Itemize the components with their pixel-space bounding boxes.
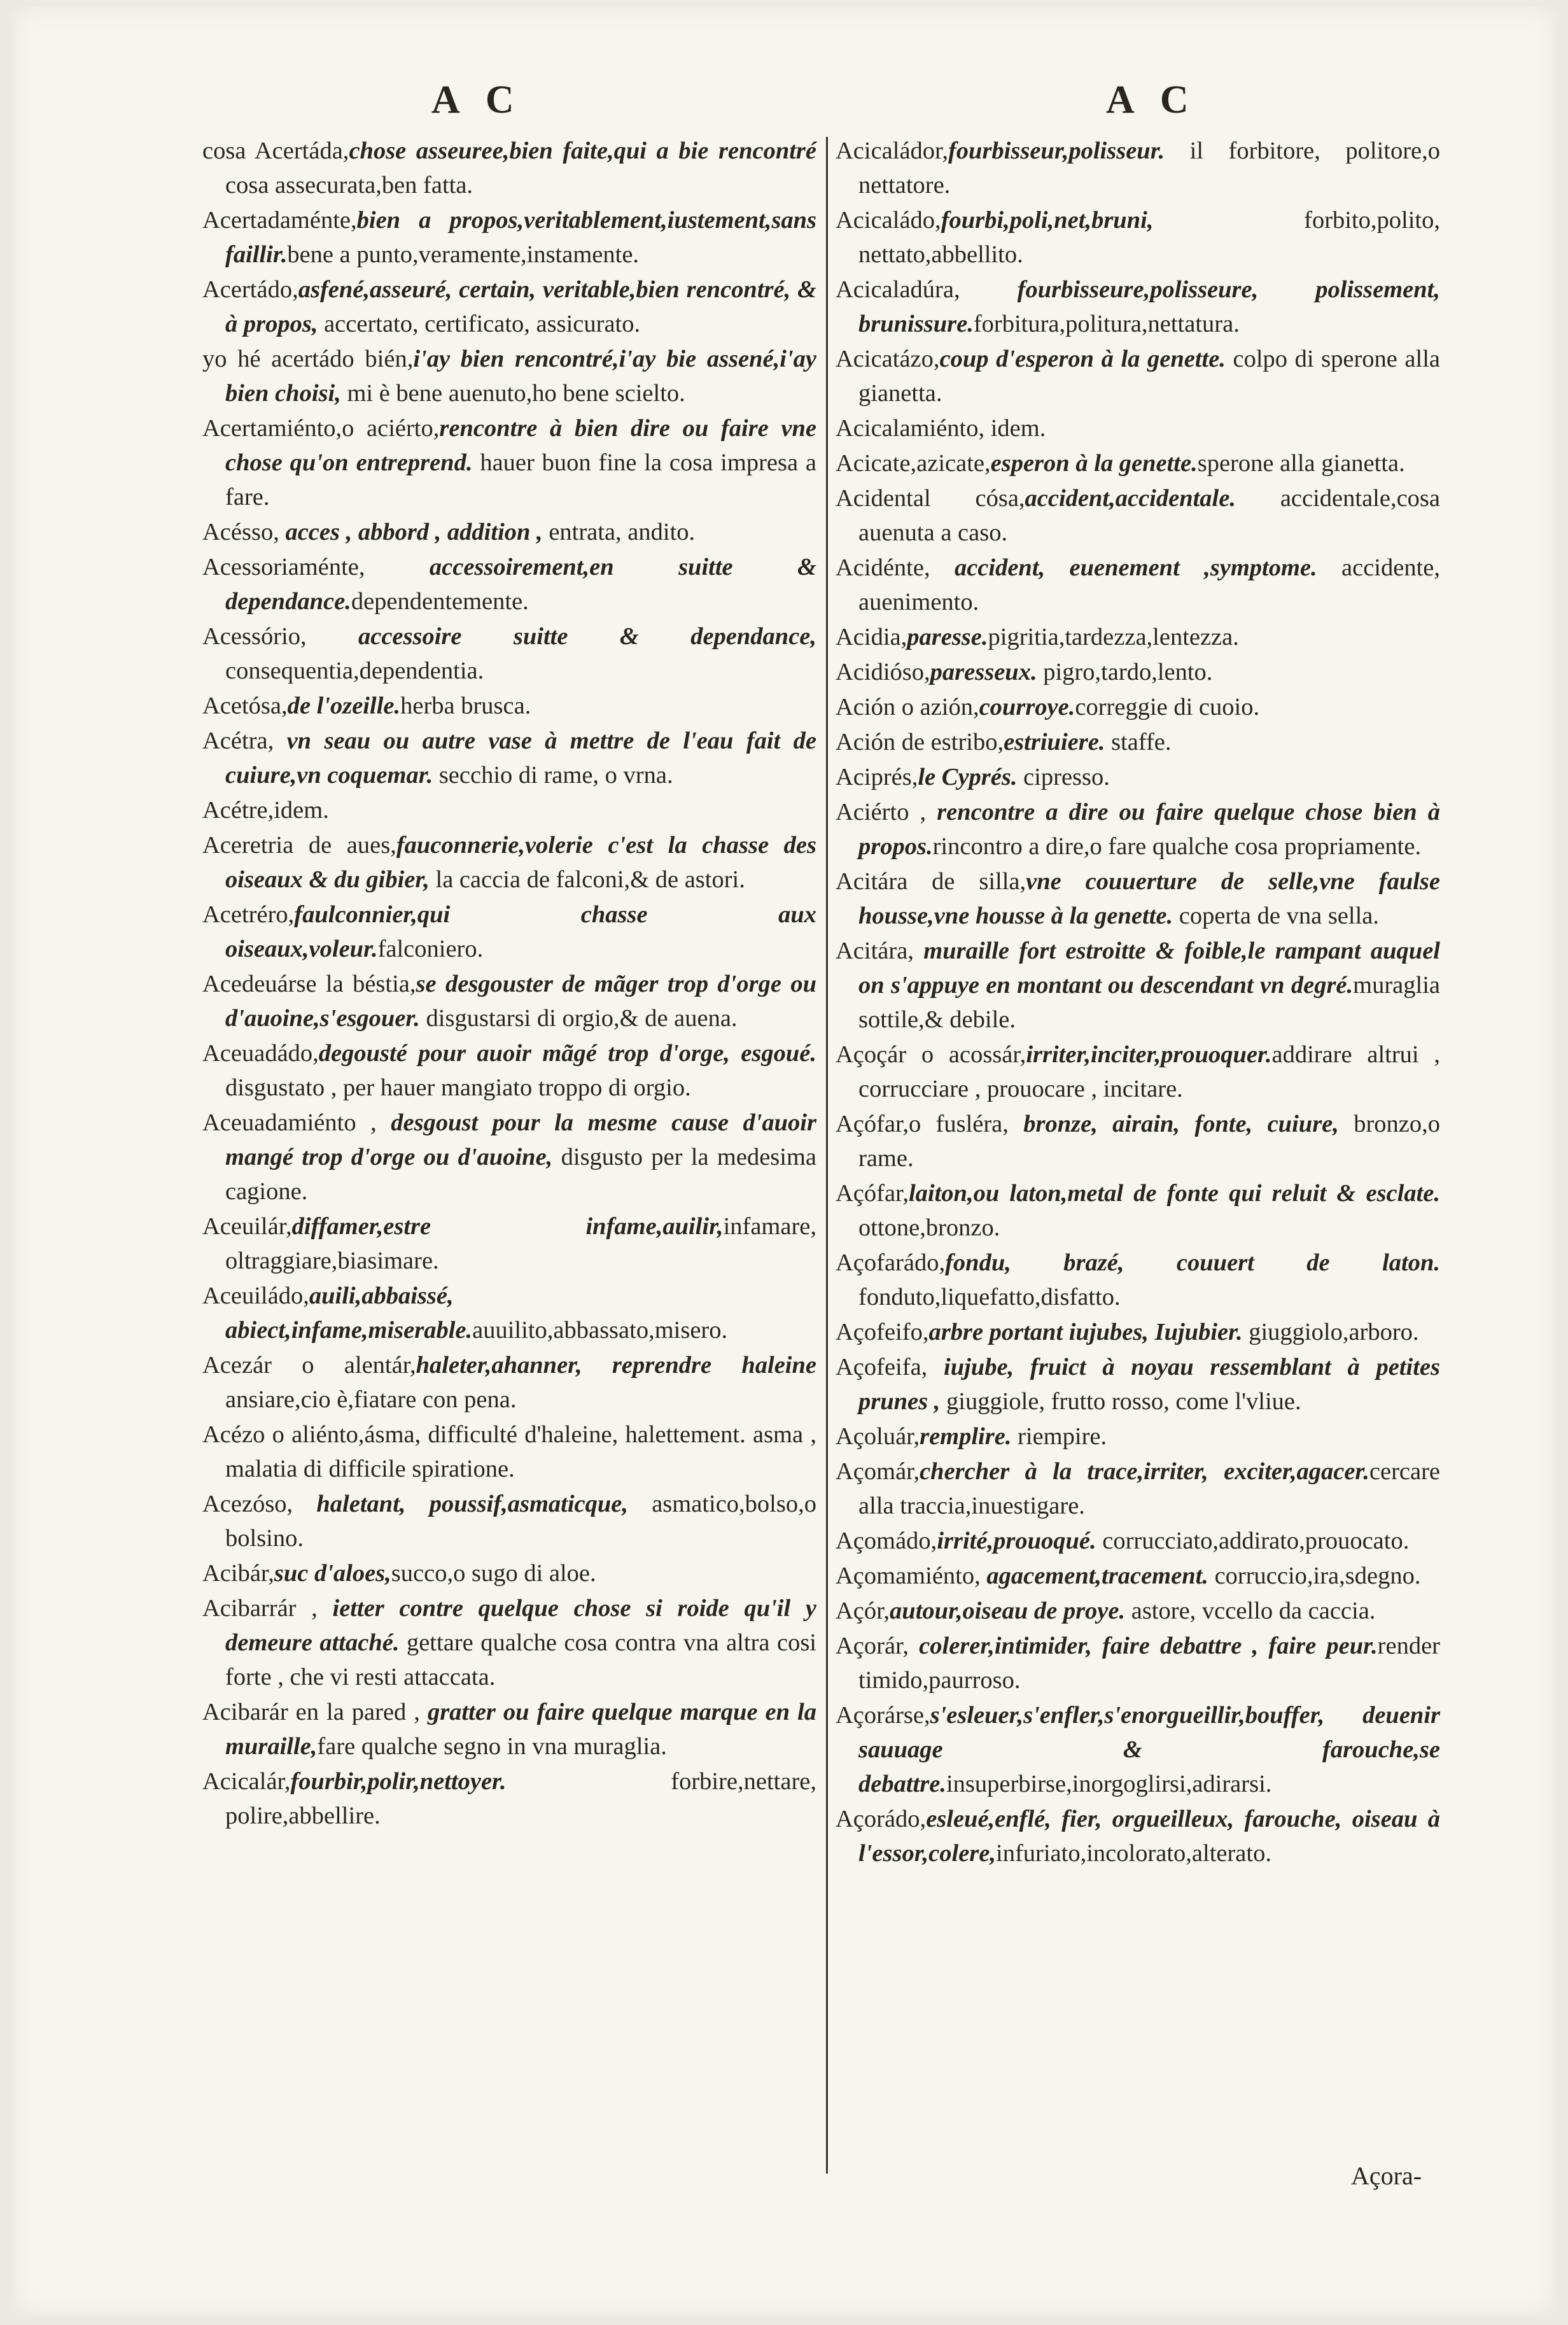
entry-italian-gloss: riempire.: [1011, 1423, 1107, 1450]
entry-french-gloss: fourbisseure,polisseure, polissement, brunissure.: [858, 276, 1440, 337]
entry-french-gloss: muraille fort estroitte & foible,le rampant auquel on s'appuye en montant ou descendant vn degré.: [858, 938, 1440, 999]
catchword: Açora-: [1351, 2161, 1422, 2190]
dictionary-entry: [836, 1315, 1440, 1349]
entry-french-gloss: fondu, brazé, couuert de laton.: [945, 1249, 1440, 1276]
dictionary-entry: [836, 1419, 1440, 1454]
entry-headword: Acibár,: [202, 1560, 274, 1587]
dictionary-entry: [836, 481, 1440, 550]
entry-french-gloss: courroye.: [979, 694, 1075, 720]
entry-headword: Aciérto ,: [836, 799, 927, 825]
entry-french-gloss: autour,oiseau de proye.: [890, 1598, 1126, 1624]
entry-french-gloss: fauconnerie,volerie c'est la chasse des oiseaux & du gibier,: [225, 832, 816, 893]
entry-italian-gloss: la caccia de falconi,& de astori.: [429, 866, 745, 893]
entry-headword: Açófar,o fusléra,: [836, 1111, 1009, 1137]
entry-italian-gloss: herba brusca.: [400, 692, 531, 719]
entry-french-gloss: gratter ou faire quelque marque en la muraille,: [225, 1699, 816, 1760]
entry-french-gloss: acces , abbord , addition ,: [279, 519, 543, 545]
entry-italian-gloss: entrata, andito.: [542, 519, 696, 545]
entry-headword: Aceuadádo,: [202, 1040, 319, 1067]
dictionary-entry: [836, 934, 1440, 1037]
entry-headword: Acessoriaménte,: [202, 554, 365, 580]
dictionary-entry: [202, 1417, 816, 1486]
dictionary-entry: [202, 897, 816, 966]
dictionary-entry: [836, 1037, 1440, 1106]
entry-french-gloss: degousté pour auoir mãgé trop d'orge, esgoué.: [318, 1040, 816, 1067]
entry-italian-gloss: succo,o sugo di aloe.: [391, 1560, 596, 1587]
entry-headword: Acétre,: [202, 797, 274, 824]
entry-headword: Acicalamiénto,: [836, 415, 985, 442]
entry-headword: Acetósa,: [202, 692, 288, 719]
entry-headword: Acetréro,: [202, 901, 295, 928]
entry-italian-gloss: ásma, difficulté d'haleine, halettement. asma , malatia di difficile spiratione.: [225, 1421, 816, 1482]
entry-headword: Acessório,: [202, 623, 307, 650]
entry-headword: Acitára,: [836, 938, 914, 964]
right-column: [836, 134, 1440, 1871]
dictionary-entry: [836, 1594, 1440, 1628]
entry-italian-gloss: fare qualche segno in vna muraglia.: [317, 1733, 667, 1760]
dictionary-entry: [202, 515, 816, 549]
entry-headword: Acicate,azicate,: [836, 450, 991, 477]
dictionary-entry: [836, 1559, 1440, 1593]
dictionary-entry: [836, 446, 1440, 481]
entry-french-gloss: esperon à la genette.: [990, 450, 1198, 477]
entry-headword: Açofeifa,: [836, 1354, 928, 1380]
entry-french-gloss: coup d'esperon à la genette.: [939, 346, 1226, 372]
dictionary-entry: [202, 793, 816, 827]
entry-headword: Aceuiládo,: [202, 1282, 309, 1309]
entry-italian-gloss: hauer buon fine la cosa impresa a fare.: [225, 449, 817, 510]
entry-headword: Açór,: [836, 1598, 890, 1624]
entry-headword: Aceretria de aues,: [202, 832, 396, 859]
dictionary-entry: [202, 1348, 816, 1417]
dictionary-entry: [202, 1279, 816, 1347]
entry-italian-gloss: fonduto,liquefatto,disfatto.: [858, 1284, 1121, 1310]
entry-italian-gloss: auuilito,abbassato,misero.: [472, 1317, 728, 1344]
entry-french-gloss: rencontre a dire ou faire quelque chose bien à propos.: [858, 799, 1440, 860]
entry-headword: Açomár,: [836, 1458, 920, 1485]
dictionary-entry: [202, 689, 816, 723]
entry-headword: Acicalár,: [202, 1768, 291, 1795]
entry-french-gloss: accident, euenement ,symptome.: [930, 554, 1317, 581]
entry-italian-gloss: render timido,paurroso.: [858, 1633, 1440, 1694]
entry-french-gloss: s'esleuer,s'enfler,s'enorgueillir,bouffer, deuenir sauuage & farouche,se debattre.: [858, 1702, 1440, 1797]
entry-italian-gloss: secchio di rame, o vrna.: [433, 762, 673, 789]
entry-headword: Açorár,: [836, 1633, 909, 1659]
dictionary-entry: [202, 134, 816, 202]
dictionary-entry: [836, 1176, 1440, 1245]
left-column: [202, 134, 816, 1834]
entry-italian-gloss: cercare alla traccia,inuestigare.: [858, 1458, 1440, 1519]
dictionary-entry: [836, 1246, 1440, 1314]
entry-italian-gloss: disgusto per la medesima cagione.: [225, 1144, 816, 1205]
dictionary-entry: [202, 1036, 816, 1105]
dictionary-entry: [202, 1695, 816, 1764]
entry-italian-gloss: coperta de vna sella.: [1173, 903, 1379, 929]
entry-italian-gloss: pigritia,tardezza,lentezza.: [988, 624, 1239, 650]
entry-french-gloss: chose asseuree,bien faite,qui a bie rencontré: [349, 137, 816, 164]
entry-french-gloss: irrité,prouoqué.: [937, 1528, 1096, 1554]
entry-french-gloss: rencontre à bien dire ou faire vne chose qu'on entreprend.: [225, 415, 816, 476]
dictionary-entry: [836, 760, 1440, 794]
entry-french-gloss: irriter,inciter,prouoquer.: [1026, 1041, 1272, 1068]
entry-french-gloss: paresseux.: [930, 659, 1037, 685]
entry-italian-gloss: ansiare,cio è,fiatare con pena.: [225, 1386, 517, 1413]
entry-french-gloss: le Cyprés.: [918, 764, 1018, 790]
entry-italian-gloss: forbire,nettare, polire,abbellire.: [225, 1768, 816, 1829]
entry-headword: Acicaládor,: [836, 137, 948, 164]
entry-french-gloss: ietter contre quelque chose si roide qu'il y demeure attaché.: [225, 1595, 816, 1656]
dictionary-entry: [202, 1556, 816, 1591]
dictionary-entry: [202, 1591, 816, 1694]
entry-headword: Acidental cósa,: [836, 485, 1025, 512]
entry-italian-gloss: disgustarsi di orgio,& de auena.: [419, 1005, 738, 1032]
entry-headword: Acicaládo,: [836, 207, 941, 234]
entry-italian-gloss: cipresso.: [1017, 764, 1110, 790]
entry-headword: Acétra,: [202, 727, 274, 754]
entry-headword: Acibarrár ,: [202, 1595, 318, 1622]
dictionary-entry: [202, 203, 816, 272]
dictionary-entry: [836, 620, 1440, 654]
entry-french-gloss: haletant, poussif,asmaticque,: [293, 1491, 629, 1517]
dictionary-entry: [836, 411, 1440, 446]
entry-italian-gloss: forbitura,politura,nettatura.: [973, 311, 1240, 337]
entry-french-gloss: paresse.: [907, 624, 988, 650]
entry-headword: Aceuilár,: [202, 1213, 292, 1240]
dictionary-entry: [836, 655, 1440, 689]
entry-french-gloss: vne couuerture de selle,vne faulse housse,vne housse à la genette.: [858, 868, 1440, 929]
entry-french-gloss: arbre portant iujubes, Iujubier.: [928, 1319, 1243, 1345]
dictionary-entry: [836, 1350, 1440, 1419]
running-head-left: A C: [431, 78, 523, 122]
entry-french-gloss: agacement,tracement.: [980, 1563, 1208, 1589]
entry-headword: Açoçár o acossár,: [836, 1041, 1026, 1068]
entry-french-gloss: esleué,enflé, fier, orgueilleux, farouche, oiseau à l'essor,colere,: [858, 1806, 1440, 1867]
entry-french-gloss: desgoust pour la mesme cause d'auoir mangé trop d'orge ou d'auoine,: [225, 1109, 816, 1170]
dictionary-entry: [202, 342, 816, 411]
dictionary-entry: [836, 864, 1440, 933]
entry-italian-gloss: idem.: [274, 797, 329, 824]
entry-italian-gloss: insuperbirse,inorgoglirsi,adirarsi.: [946, 1771, 1272, 1797]
entry-french-gloss: colerer,intimider, faire debattre , faire peur.: [908, 1633, 1378, 1659]
entry-headword: Acertadaménte,: [202, 207, 357, 234]
entry-french-gloss: accident,accidentale.: [1025, 485, 1236, 512]
entry-italian-gloss: pigro,tardo,lento.: [1037, 659, 1213, 685]
entry-french-gloss: asfené,asseuré, certain, veritable,bien rencontré, & à propos,: [225, 276, 816, 337]
column-divider: [826, 137, 828, 2174]
entry-french-gloss: se desgouster de mãger trop d'orge ou d'auoine,s'esgouer.: [225, 971, 816, 1032]
entry-french-gloss: fourbi,poli,net,bruni,: [941, 207, 1154, 234]
dictionary-entry: [202, 828, 816, 897]
entry-italian-gloss: correggie di cuoio.: [1075, 694, 1260, 720]
entry-french-gloss: remplire.: [920, 1423, 1012, 1450]
dictionary-entry: [836, 725, 1440, 759]
entry-french-gloss: de l'ozeille.: [287, 692, 401, 719]
entry-headword: Acidia,: [836, 624, 907, 650]
entry-headword: Açomádo,: [836, 1528, 937, 1554]
entry-headword: Açomamiénto,: [836, 1563, 981, 1589]
entry-headword: Açofarádo,: [836, 1249, 946, 1276]
dictionary-entry: [202, 1487, 816, 1556]
entry-italian-gloss: gettare qualche cosa contra vna altra cosi forte , che vi resti attaccata.: [225, 1629, 816, 1690]
dictionary-entry: [202, 272, 816, 341]
entry-french-gloss: bronze, airain, fonte, cuiure,: [1008, 1111, 1339, 1137]
dictionary-entry: [202, 1209, 816, 1278]
entry-french-gloss: i'ay bien rencontré,i'ay bie assené,i'ay bien choisi,: [225, 346, 816, 407]
dictionary-entry: [836, 203, 1440, 272]
entry-italian-gloss: giuggiolo,arboro.: [1242, 1319, 1419, 1345]
entry-french-gloss: vn seau ou autre vase à mettre de l'eau fait de cuiure,vn coquemar.: [225, 727, 816, 789]
entry-french-gloss: chercher à la trace,irriter, exciter,agacer.: [920, 1458, 1369, 1485]
entry-french-gloss: iujube, fruict à noyau ressemblant à petites prunes ,: [858, 1354, 1440, 1415]
entry-french-gloss: auili,abbaissé, abiect,infame,miserable.: [225, 1282, 473, 1344]
entry-headword: Acezóso,: [202, 1491, 293, 1517]
entry-headword: Acezár o alentár,: [202, 1352, 416, 1379]
dictionary-entry: [836, 1524, 1440, 1558]
dictionary-entry: [836, 795, 1440, 864]
entry-french-gloss: haleter,ahanner, reprendre haleine: [416, 1352, 816, 1379]
entry-italian-gloss: asmatico,bolso,o bolsino.: [225, 1491, 816, 1552]
entry-french-gloss: fourbir,polir,nettoyer.: [290, 1768, 507, 1795]
entry-italian-gloss: sperone alla gianetta.: [1197, 450, 1405, 477]
dictionary-entry: [202, 550, 816, 619]
entry-french-gloss: estriuiere.: [1004, 729, 1105, 755]
entry-italian-gloss: il forbitore, politore,o nettatore.: [858, 137, 1440, 199]
running-head-right: A C: [1106, 78, 1198, 122]
entry-italian-gloss: infuriato,incolorato,alterato.: [996, 1840, 1271, 1867]
dictionary-entry: [836, 342, 1440, 411]
entry-headword: cosa Acertáda,: [202, 137, 349, 164]
entry-headword: Açofeifo,: [836, 1319, 929, 1345]
dictionary-entry: [836, 551, 1440, 619]
entry-italian-gloss: disgustato , per hauer mangiato troppo di orgio.: [225, 1074, 691, 1101]
dictionary-entry: [202, 967, 816, 1036]
entry-headword: Aciprés,: [836, 764, 918, 790]
entry-italian-gloss: falconiero.: [377, 936, 484, 962]
entry-italian-gloss: corruccio,ira,sdegno.: [1208, 1563, 1421, 1589]
dictionary-entry: [836, 1698, 1440, 1801]
entry-italian-gloss: bene a punto,veramente,instamente.: [287, 241, 640, 268]
dictionary-entry: [836, 272, 1440, 341]
dictionary-entry: [202, 411, 816, 514]
entry-headword: Acicatázo,: [836, 346, 940, 372]
entry-italian-gloss: colpo di sperone alla gianetta.: [858, 346, 1440, 407]
entry-french-gloss: faulconnier,qui chasse aux oiseaux,voleur.: [225, 901, 816, 962]
entry-italian-gloss: astore, vccello da caccia.: [1125, 1598, 1376, 1624]
entry-italian-gloss: bronzo,o rame.: [858, 1111, 1440, 1172]
entry-italian-gloss: accidente, auenimento.: [858, 554, 1440, 615]
entry-french-gloss: accessoire suitte & dependance,: [306, 623, 816, 650]
entry-french-gloss: diffamer,estre infame,auilir,: [291, 1213, 724, 1240]
entry-headword: Açorádo,: [836, 1806, 927, 1832]
entry-italian-gloss: muraglia sottile,& debile.: [858, 972, 1440, 1033]
entry-headword: Acidénte,: [836, 554, 930, 581]
entry-italian-gloss: staffe.: [1105, 729, 1172, 755]
entry-headword: Açoluár,: [836, 1423, 920, 1450]
entry-italian-gloss: corrucciato,addirato,prouocato.: [1096, 1528, 1410, 1554]
entry-headword: Acésso,: [202, 519, 279, 545]
entry-italian-gloss: cosa assecurata,ben fatta.: [225, 172, 473, 199]
entry-french-gloss: bien a propos,veritablement,iustement,sans faillir.: [225, 207, 816, 268]
entry-italian-gloss: ottone,bronzo.: [858, 1214, 1000, 1241]
entry-french-gloss: suc d'aloes,: [274, 1560, 391, 1587]
entry-italian-gloss: idem.: [984, 415, 1046, 442]
dictionary-entry: [836, 1802, 1440, 1871]
entry-italian-gloss: mi è bene auenuto,ho bene scielto.: [340, 380, 685, 407]
entry-italian-gloss: rincontro a dire,o fare qualche cosa propriamente.: [932, 833, 1422, 860]
entry-italian-gloss: addirare altrui , corrucciare , prouocare , incitare.: [858, 1041, 1440, 1102]
dictionary-entry: [836, 690, 1440, 724]
entry-italian-gloss: giuggiole, frutto rosso, come l'vliue.: [940, 1388, 1301, 1415]
entry-italian-gloss: accertato, certificato, assicurato.: [318, 311, 641, 337]
dictionary-entry: [836, 1629, 1440, 1697]
entry-italian-gloss: accidentale,cosa auenuta a caso.: [858, 485, 1440, 546]
entry-headword: Açorárse,: [836, 1702, 930, 1729]
dictionary-entry: [202, 619, 816, 688]
entry-italian-gloss: forbito,polito, nettato,abbellito.: [858, 207, 1440, 268]
entry-headword: Acicaladúra,: [836, 276, 960, 303]
entry-italian-gloss: consequentia,dependentia.: [225, 657, 484, 684]
entry-headword: Acedeuárse la béstia,: [202, 971, 416, 997]
entry-headword: Acitára de silla,: [836, 868, 1026, 895]
dictionary-entry: [836, 1454, 1440, 1523]
dictionary-entry: [202, 1764, 816, 1833]
entry-headword: yo hé acertádo bién,: [202, 346, 414, 372]
entry-french-gloss: laiton,ou laton,metal de fonte qui reluit & esclate.: [908, 1180, 1440, 1207]
entry-italian-gloss: infamare, oltraggiare,biasimare.: [225, 1213, 816, 1274]
entry-headword: Ación de estribo,: [836, 729, 1004, 755]
dictionary-entry: [836, 1107, 1440, 1176]
dictionary-entry: [202, 724, 816, 792]
entry-french-gloss: fourbisseur,polisseur.: [948, 137, 1165, 164]
entry-headword: Acertádo,: [202, 276, 298, 303]
dictionary-entry: [202, 1106, 816, 1209]
entry-headword: Aceuadamiénto ,: [202, 1109, 377, 1136]
entry-headword: Açófar,: [836, 1180, 909, 1207]
entry-headword: Acibarár en la pared ,: [202, 1699, 420, 1725]
entry-french-gloss: accessoirement,en suitte & dependance.: [225, 554, 816, 615]
entry-headword: Acézo o aliénto,: [202, 1421, 365, 1448]
entry-headword: Ación o azión,: [836, 694, 979, 720]
dictionary-entry: [836, 134, 1440, 202]
entry-italian-gloss: dependentemente.: [351, 588, 529, 615]
dictionary-page: [11, 6, 1557, 2317]
entry-headword: Acertamiénto,o aciérto,: [202, 415, 440, 442]
entry-headword: Acidióso,: [836, 659, 930, 685]
